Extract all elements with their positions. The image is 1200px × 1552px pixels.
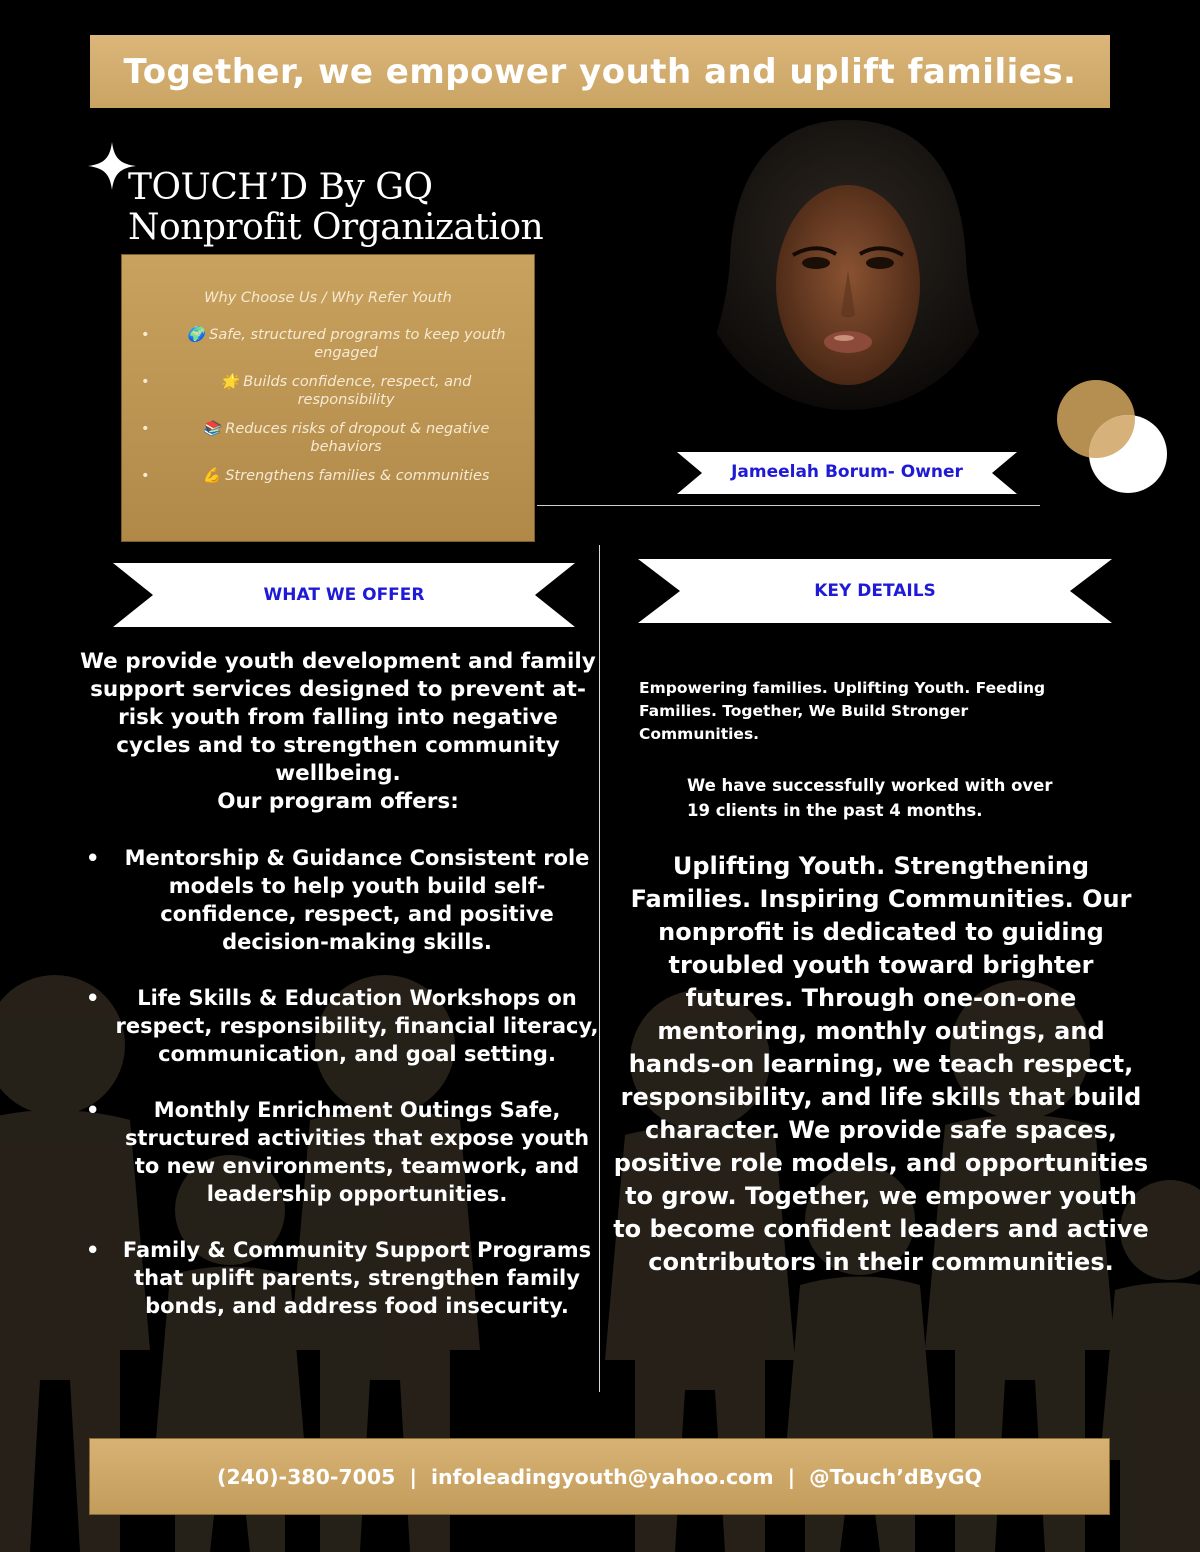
- books-icon: 📚: [202, 421, 221, 437]
- offer-item: • Family & Community Support Programs that uplift parents, strengthen family bonds, and address food insecurity.: [84, 1236, 600, 1320]
- offer-list: [84, 844, 600, 1348]
- globe-icon: 🌍: [186, 327, 205, 343]
- divider-line: [537, 505, 1040, 506]
- offer-subheading: Our program offers:: [217, 789, 459, 814]
- key-details-ribbon: [638, 559, 1112, 623]
- org-name-line1: TOUCH’D By GQ: [128, 167, 433, 208]
- why-item: • 🌟 Builds confidence, respect, and responsibility: [141, 373, 531, 409]
- tagline-text: Together, we empower youth and uplift families.: [123, 51, 1077, 92]
- offer-intro: We provide youth development and family support services designed to prevent at-risk youth from falling into negative cycles and to strengthen community wellbeing.: [80, 649, 596, 786]
- what-we-offer-heading: WHAT WE OFFER: [263, 585, 425, 605]
- offer-item: • Life Skills & Education Workshops on respect, responsibility, financial literacy, communication, and goal setting.: [84, 984, 600, 1068]
- key-details-paragraph-2: We have successfully worked with over 19 clients in the past 4 months.: [687, 776, 1053, 820]
- org-name: [128, 168, 543, 248]
- owner-name-ribbon: [677, 452, 1017, 494]
- key-details-paragraph-3: Uplifting Youth. Strengthening Families. Inspiring Communities. Our nonprofit is dedicated to guiding troubled youth toward brighter futures. Through one-on-one mentoring, monthly outings, and hands-on learning, we teach respect, responsibility, and life skills that build character. We provide safe spaces, positive role models, and opportunities to grow. Together, we empower youth to become confident leaders and active contributors in their communities.: [613, 852, 1149, 1276]
- key-details-paragraph-1: Empowering families. Uplifting Youth. Feeding Families. Together, We Build Stronger Communities.: [639, 679, 1046, 743]
- separator: |: [787, 1464, 796, 1489]
- phone-number[interactable]: (240)-380-7005: [217, 1464, 396, 1489]
- why-item: • 💪 Strengthens families & communities: [141, 467, 531, 485]
- email-link[interactable]: infoleadingyouth@yahoo.com: [430, 1464, 774, 1489]
- owner-portrait: [698, 120, 998, 410]
- decorative-circle-overlap: [1089, 415, 1167, 493]
- offer-item: • Monthly Enrichment Outings Safe, structured activities that expose youth to new environments, teamwork, and leadership opportunities.: [84, 1096, 600, 1208]
- owner-caption: Jameelah Borum- Owner: [731, 462, 963, 482]
- tagline-banner: [90, 35, 1110, 108]
- offer-item: • Mentorship & Guidance Consistent role models to help youth build self-confidence, respect, and positive decision-making skills.: [84, 844, 600, 956]
- why-item: • 🌍 Safe, structured programs to keep youth engaged: [141, 326, 531, 362]
- flexed-arm-icon: 💪: [202, 468, 221, 484]
- what-we-offer-ribbon: [113, 563, 575, 627]
- separator: |: [409, 1464, 417, 1489]
- why-choose-us-box: [121, 254, 535, 542]
- org-name-line2: Nonprofit Organization: [128, 207, 544, 248]
- social-handle[interactable]: @Touch’dByGQ: [809, 1464, 982, 1489]
- why-choose-us-list: [141, 326, 531, 496]
- contact-footer: [89, 1438, 1110, 1515]
- star-icon: 🌟: [220, 374, 239, 390]
- key-details-heading: KEY DETAILS: [814, 581, 936, 601]
- why-choose-us-title: Why Choose Us / Why Refer Youth: [204, 290, 452, 306]
- why-item: • 📚 Reduces risks of dropout & negative behaviors: [141, 420, 531, 456]
